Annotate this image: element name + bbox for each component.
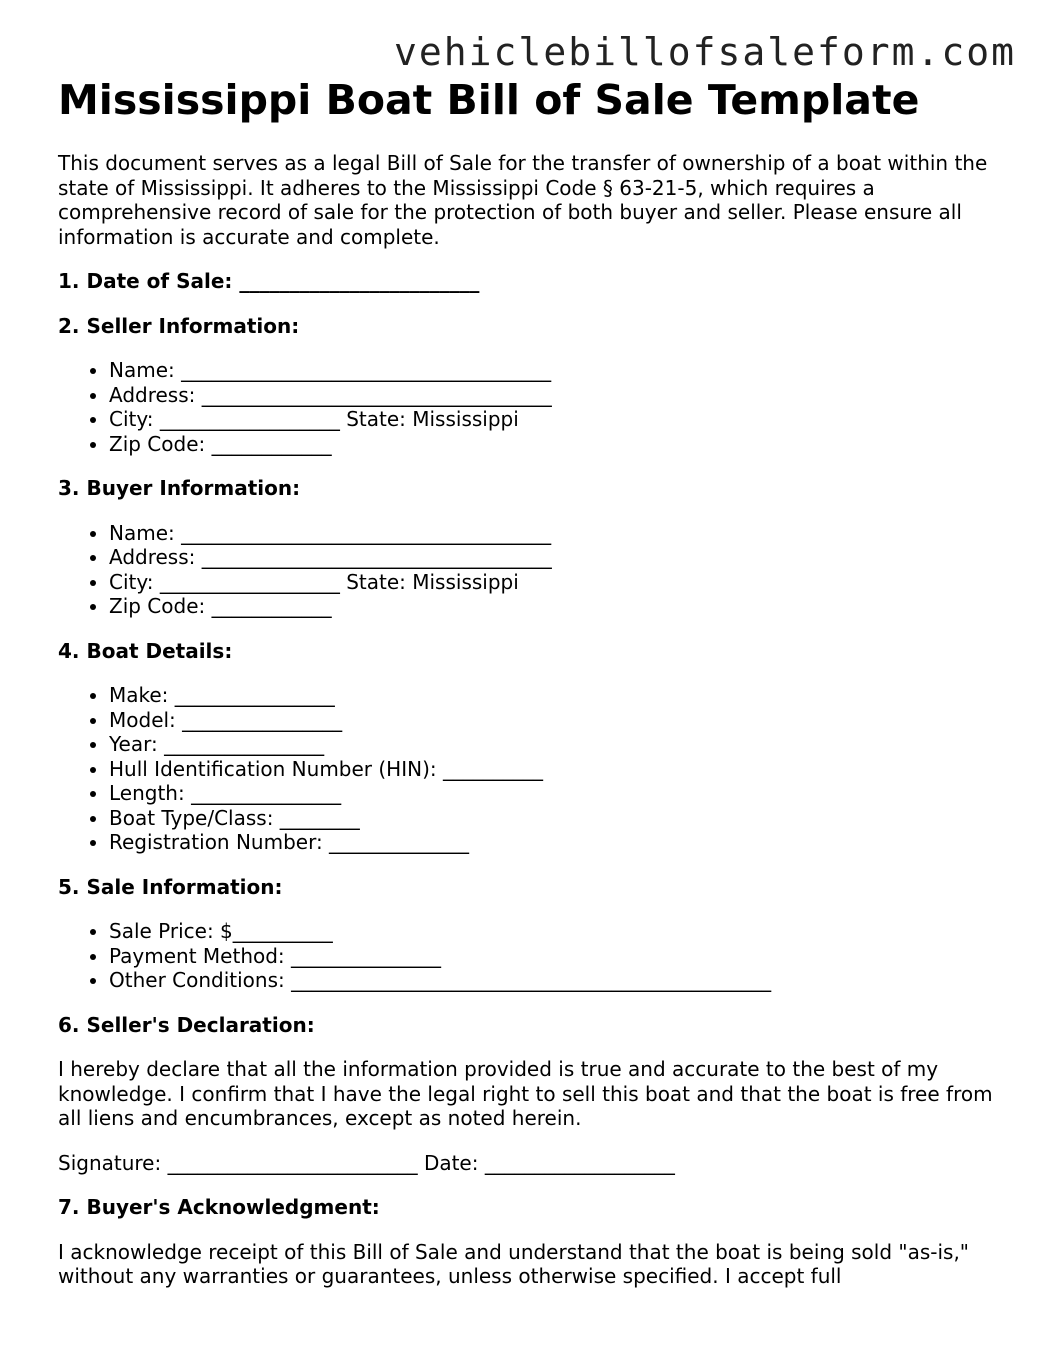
seller-declaration-heading: 6. Seller's Declaration: (58, 1012, 315, 1037)
boat-type-field: • Boat Type/Class: ________ (109, 806, 1008, 831)
seller-name-field: • Name: _____________________________________ (109, 358, 1008, 383)
boat-length-field: • Length: _______________ (109, 781, 1008, 806)
boat-make-field: • Make: ________________ (109, 683, 1008, 708)
seller-info-heading: 2. Seller Information: (58, 313, 300, 338)
date-of-sale-field: 1. Date of Sale: ________________________ (58, 269, 480, 293)
seller-declaration-text: I hereby declare that all the information provided is true and accurate to the best of my knowledge. I confirm that I have the legal right to sell this boat and that the boat is free from all liens and encumbrances, except as noted herein. (58, 1057, 993, 1130)
seller-city-state-field: • City: __________________ State: Mississippi (109, 407, 1008, 432)
buyer-name-field: • Name: _____________________________________ (109, 521, 1008, 546)
boat-year-field: • Year: ________________ (109, 732, 1008, 757)
buyer-acknowledgment-heading: 7. Buyer's Acknowledgment: (58, 1195, 380, 1219)
page-title: Mississippi Boat Bill of Sale Template (58, 76, 920, 124)
seller-zip-field: • Zip Code: ____________ (109, 432, 1008, 457)
intro-paragraph: This document serves as a legal Bill of Sale for the transfer of ownership of a boat within the state of Mississippi. It adheres to the Mississippi Code § 63-21-5, which requires a comprehensive record of sale for the protection of both buyer and seller. Please ensure all information is accurate and complete. (58, 151, 988, 249)
seller-address-field: • Address: ___________________________________ (109, 383, 1008, 408)
other-conditions-field: • Other Conditions: ________________________________________________ (109, 968, 1008, 993)
sale-info-heading: 5. Sale Information: (58, 874, 283, 899)
seller-info-list (58, 358, 1008, 456)
seller-signature-line: Signature: _________________________ Date: ___________________ (58, 1150, 675, 1175)
boat-details-list (58, 683, 1008, 855)
buyer-zip-field: • Zip Code: ____________ (109, 594, 1008, 619)
buyer-address-field: • Address: ___________________________________ (109, 545, 1008, 570)
buyer-info-list (58, 521, 1008, 619)
boat-hin-field: • Hull Identification Number (HIN): __________ (109, 757, 1008, 782)
boat-details-heading: 4. Boat Details: (58, 638, 233, 663)
sale-price-field: • Sale Price: $__________ (109, 919, 1008, 944)
watermark: vehiclebillofsaleform.com (394, 30, 1016, 74)
buyer-info-heading: 3. Buyer Information: (58, 476, 301, 500)
boat-registration-field: • Registration Number: ______________ (109, 830, 1008, 855)
buyer-acknowledgment-text: I acknowledge receipt of this Bill of Sale and understand that the boat is being sold "as-is," without any warranties or guarantees, unless otherwise specified. I accept full (58, 1239, 970, 1288)
sale-info-list (58, 919, 1008, 993)
payment-method-field: • Payment Method: _______________ (109, 944, 1008, 969)
boat-model-field: • Model: ________________ (109, 708, 1008, 733)
document-page (58, 76, 1008, 1289)
buyer-city-state-field: • City: __________________ State: Mississippi (109, 570, 1008, 595)
